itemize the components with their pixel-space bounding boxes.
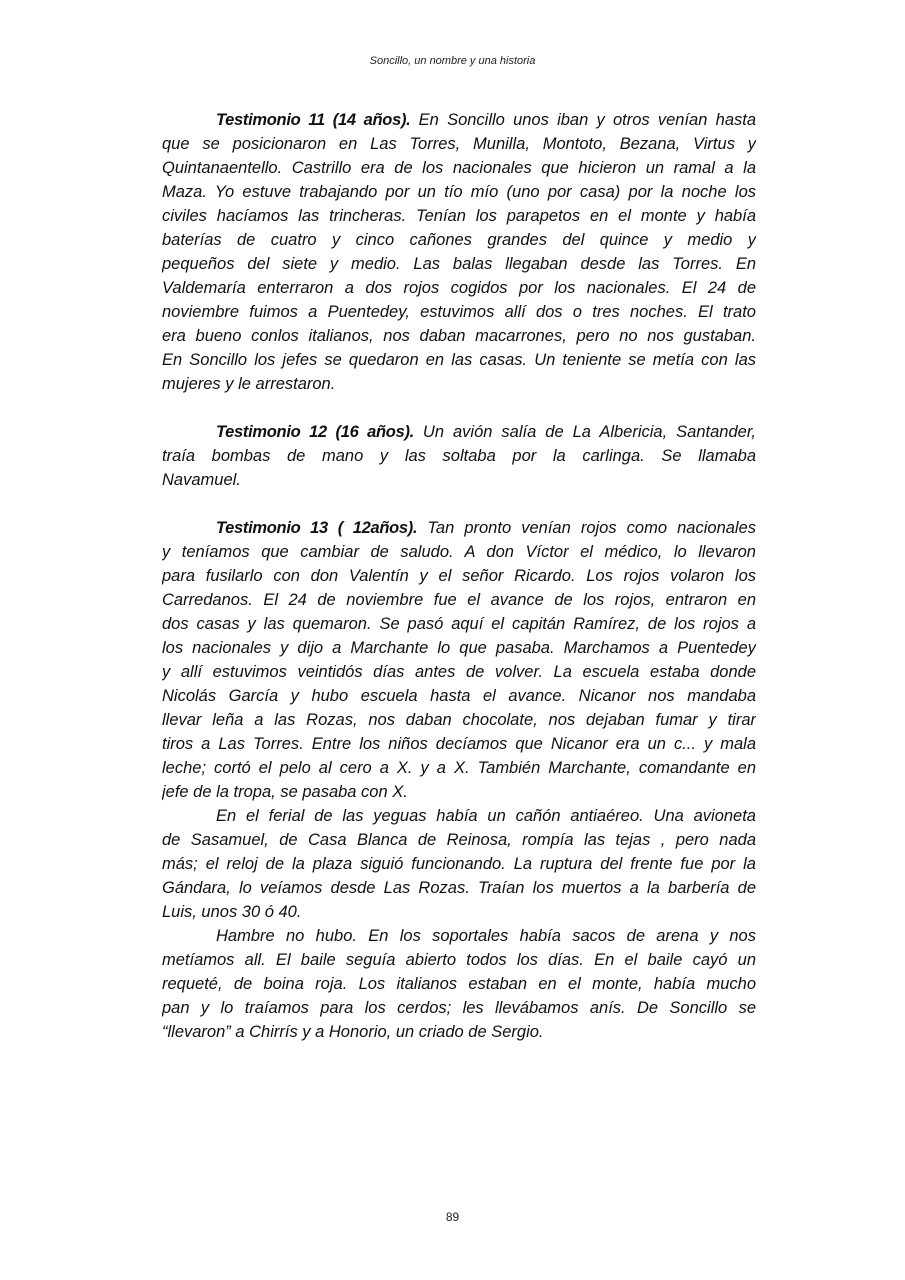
text-line xyxy=(162,924,756,948)
line-text: y teníamos que cambiar de saludo. A don Víctor el médico, lo llevaron xyxy=(162,543,756,561)
text-line xyxy=(162,468,756,492)
text-line xyxy=(162,348,756,372)
testimony-label: Testimonio 11 (14 años). xyxy=(216,111,411,129)
text-line xyxy=(162,564,756,588)
line-text: metíamos all. El baile seguía abierto todos los días. En el baile cayó un xyxy=(162,951,756,969)
testimony-paragraph xyxy=(162,108,756,396)
text-line xyxy=(162,660,756,684)
testimony-paragraph xyxy=(162,924,756,1044)
text-line xyxy=(162,612,756,636)
text-line xyxy=(162,132,756,156)
testimony-paragraph xyxy=(162,516,756,804)
text-line xyxy=(162,516,756,540)
text-line xyxy=(162,708,756,732)
line-text: Navamuel. xyxy=(162,471,241,489)
line-text: En Soncillo los jefes se quedaron en las casas. Un teniente se metía con las xyxy=(162,351,756,369)
text-line xyxy=(162,780,756,804)
line-text: pequeños del siete y medio. Las balas llegaban desde las Torres. En xyxy=(162,255,756,273)
line-text: y allí estuvimos veintidós días antes de volver. La escuela estaba donde xyxy=(162,663,756,681)
line-text: los nacionales y dijo a Marchante lo que pasaba. Marchamos a Puentedey xyxy=(162,639,756,657)
page-number: 89 xyxy=(445,1210,460,1224)
line-text: noviembre fuimos a Puentedey, estuvimos allí dos o tres noches. El trato xyxy=(162,303,756,321)
text-line xyxy=(162,324,756,348)
text-line xyxy=(162,876,756,900)
line-text: baterías de cuatro y cinco cañones grandes del quince y medio y xyxy=(162,231,756,249)
text-line xyxy=(162,444,756,468)
line-text: que se posicionaron en Las Torres, Munilla, Montoto, Bezana, Virtus y xyxy=(162,135,756,153)
testimony-label: Testimonio 12 (16 años). xyxy=(216,423,414,441)
line-text: En el ferial de las yeguas había un cañón antiaéreo. Una avioneta xyxy=(216,807,756,825)
line-text: más; el reloj de la plaza siguió funcionando. La ruptura del frente fue por la xyxy=(162,855,756,873)
text-line xyxy=(162,756,756,780)
text-line xyxy=(162,1020,756,1044)
text-line xyxy=(162,540,756,564)
line-text: civiles hacíamos las trincheras. Tenían los parapetos en el monte y había xyxy=(162,207,756,225)
text-line xyxy=(162,900,756,924)
text-line xyxy=(162,276,756,300)
document-body xyxy=(162,108,756,1044)
testimony-label: Testimonio 13 ( 12años). xyxy=(216,519,418,537)
line-text: Carredanos. El 24 de noviembre fue el avance de los rojos, entraron en xyxy=(162,591,756,609)
line-text: Valdemaría enterraron a dos rojos cogidos por los nacionales. El 24 de xyxy=(162,279,756,297)
line-text: Gándara, lo veíamos desde Las Rozas. Traían los muertos a la barbería de xyxy=(162,879,756,897)
text-line xyxy=(162,828,756,852)
text-line xyxy=(162,852,756,876)
line-text: Hambre no hubo. En los soportales había sacos de arena y nos xyxy=(216,927,756,945)
testimony-paragraph xyxy=(162,804,756,924)
line-text: Luis, unos 30 ó 40. xyxy=(162,903,302,921)
line-text: Quintanaentello. Castrillo era de los nacionales que hicieron un ramal a la xyxy=(162,159,756,177)
line-text: de Sasamuel, de Casa Blanca de Reinosa, rompía las tejas , pero nada xyxy=(162,831,756,849)
text-line xyxy=(162,156,756,180)
testimony-paragraph xyxy=(162,420,756,492)
line-text: Nicolás García y hubo escuela hasta el avance. Nicanor nos mandaba xyxy=(162,687,756,705)
line-text: tiros a Las Torres. Entre los niños decíamos que Nicanor era un c... y mala xyxy=(162,735,756,753)
line-text: “llevaron” a Chirrís y a Honorio, un criado de Sergio. xyxy=(162,1023,544,1041)
text-line xyxy=(162,804,756,828)
line-text: jefe de la tropa, se pasaba con X. xyxy=(162,783,408,801)
line-text: requeté, de boina roja. Los italianos estaban en el monte, había mucho xyxy=(162,975,756,993)
text-line xyxy=(162,948,756,972)
line-text: Tan pronto venían rojos como nacionales xyxy=(417,519,756,537)
line-text: dos casas y las quemaron. Se pasó aquí el capitán Ramírez, de los rojos a xyxy=(162,615,756,633)
line-text: era bueno conlos italianos, nos daban macarrones, pero no nos gustaban. xyxy=(162,327,756,345)
text-line xyxy=(162,108,756,132)
line-text: leche; cortó el pelo al cero a X. y a X. También Marchante, comandante en xyxy=(162,759,756,777)
running-header: Soncillo, un nombre y una historia xyxy=(369,55,536,67)
text-line xyxy=(162,588,756,612)
text-line xyxy=(162,228,756,252)
text-line xyxy=(162,732,756,756)
text-line xyxy=(162,180,756,204)
line-text: para fusilarlo con don Valentín y el señor Ricardo. Los rojos volaron los xyxy=(162,567,756,585)
text-line xyxy=(162,972,756,996)
line-text: mujeres y le arrestaron. xyxy=(162,375,336,393)
text-line xyxy=(162,420,756,444)
text-line xyxy=(162,636,756,660)
line-text: pan y lo traíamos para los cerdos; les llevábamos anís. De Soncillo se xyxy=(162,999,756,1017)
line-text: En Soncillo unos iban y otros venían hasta xyxy=(410,111,756,129)
line-text: Maza. Yo estuve trabajando por un tío mío (uno por casa) por la noche los xyxy=(162,183,756,201)
text-line xyxy=(162,300,756,324)
text-line xyxy=(162,204,756,228)
line-text: traía bombas de mano y las soltaba por la carlinga. Se llamaba xyxy=(162,447,756,465)
text-line xyxy=(162,252,756,276)
line-text: Un avión salía de La Albericia, Santander, xyxy=(413,423,756,441)
line-text: llevar leña a las Rozas, nos daban chocolate, nos dejaban fumar y tirar xyxy=(162,711,756,729)
text-line xyxy=(162,996,756,1020)
text-line xyxy=(162,372,756,396)
text-line xyxy=(162,684,756,708)
